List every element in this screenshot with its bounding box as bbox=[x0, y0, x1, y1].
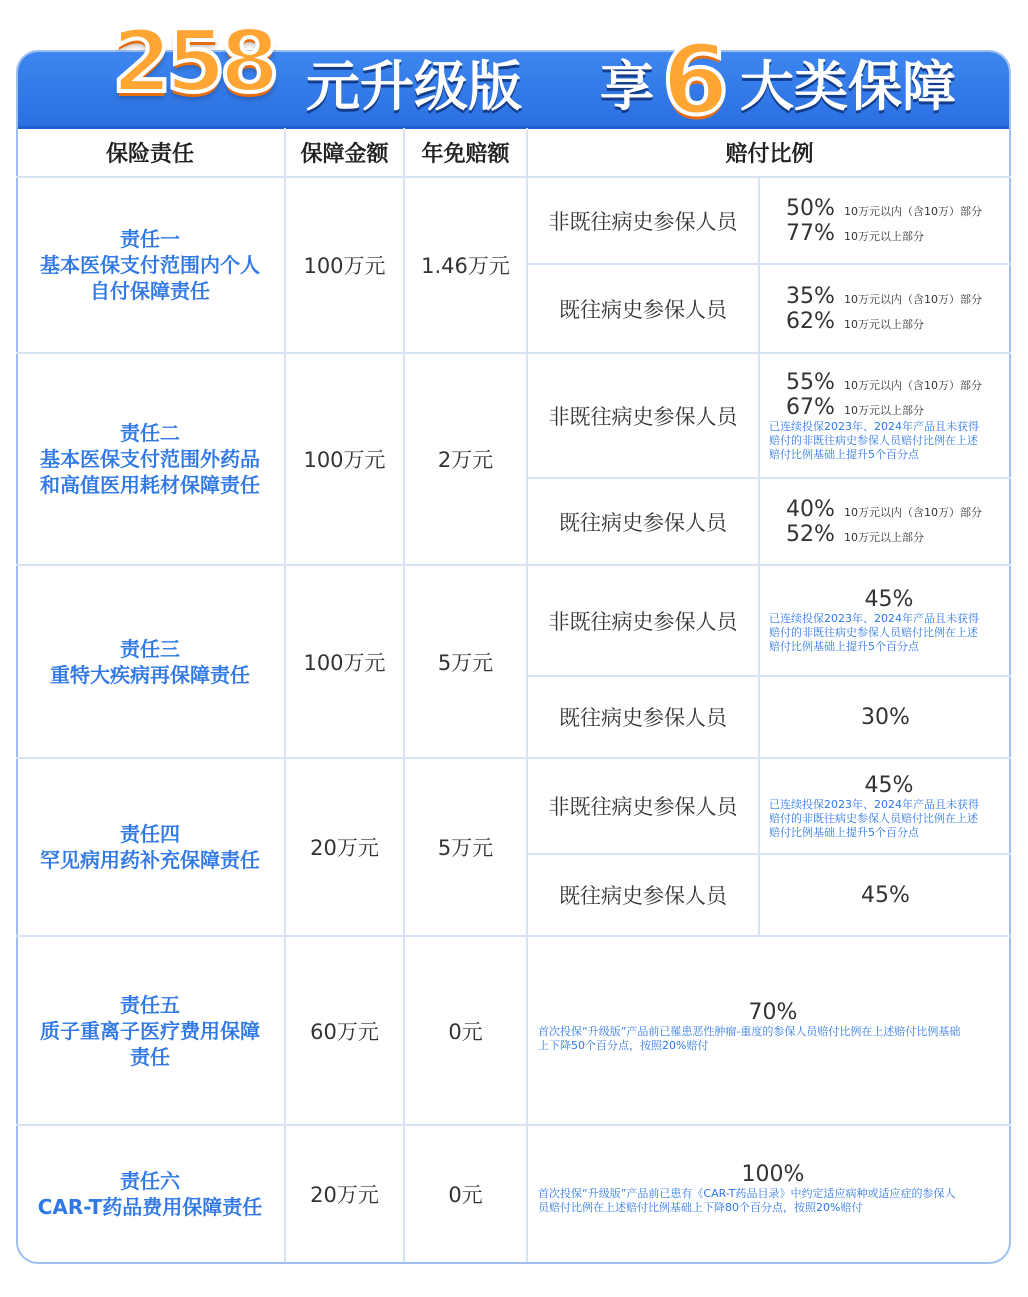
responsibility-title: 责任一 bbox=[120, 227, 180, 251]
header-responsibility: 保险责任 bbox=[105, 141, 194, 167]
group-no-history: 非既往病史参保人员 bbox=[548, 609, 738, 634]
deductible-6: 0元 bbox=[448, 1183, 483, 1207]
bonus-note: 赔付比例基础上提升5个百分点 bbox=[769, 825, 919, 839]
bonus-note: 已连续投保2023年、2024年产品且未获得 bbox=[769, 797, 979, 811]
rate-percent: 40% bbox=[786, 496, 835, 522]
bonus-note: 赔付的非既往病史参保人员赔付比例在上述 bbox=[769, 811, 978, 825]
deductible-4: 5万元 bbox=[437, 836, 494, 860]
responsibility-name: 基本医保支付范围内个人 bbox=[40, 253, 260, 277]
bonus-note: 赔付的非既往病史参保人员赔付比例在上述 bbox=[769, 626, 978, 639]
rate-percent: 77% bbox=[786, 220, 835, 246]
rate-percent: 50% bbox=[786, 195, 835, 221]
group-no-history: 非既往病史参保人员 bbox=[548, 404, 738, 429]
rate-note: 10万元以上部分 bbox=[844, 530, 924, 544]
rate-note: 10万元以内（含10万）部分 bbox=[844, 505, 982, 519]
responsibility-name: 和高值医用耗材保障责任 bbox=[40, 473, 260, 497]
responsibility-name: 重特大疾病再保障责任 bbox=[50, 662, 250, 687]
group-with-history: 既往病史参保人员 bbox=[559, 884, 727, 908]
deductible-1: 1.46万元 bbox=[421, 254, 510, 278]
group-with-history: 既往病史参保人员 bbox=[559, 510, 727, 535]
rate-percent: 52% bbox=[786, 521, 835, 547]
header-amount: 保障金额 bbox=[300, 141, 389, 167]
rate-percent: 55% bbox=[786, 369, 835, 395]
responsibility-name: 自付保障责任 bbox=[90, 279, 210, 303]
rate-block bbox=[769, 566, 1009, 675]
responsibility-3 bbox=[16, 566, 284, 757]
header-deductible: 年免赔额 bbox=[421, 141, 510, 167]
responsibility-4 bbox=[16, 759, 284, 935]
six-number: 6 bbox=[662, 24, 729, 136]
price-number: 258 bbox=[112, 12, 274, 112]
rate-percent: 30% bbox=[861, 704, 910, 730]
rate-percent: 45% bbox=[864, 587, 914, 612]
rate-percent: 45% bbox=[861, 882, 910, 908]
amount-3: 100万元 bbox=[303, 650, 386, 675]
bonus-note: 赔付比例基础上提升5个百分点 bbox=[769, 447, 919, 461]
header-payout-ratio: 赔付比例 bbox=[725, 141, 814, 167]
responsibility-title: 责任四 bbox=[120, 822, 180, 846]
rate-percent: 100% bbox=[741, 1162, 805, 1187]
title-enjoy-text: 享 bbox=[600, 55, 654, 118]
bonus-note: 赔付比例基础上提升5个百分点 bbox=[769, 640, 919, 653]
bonus-note: 上下降50个百分点，按照20%赔付 bbox=[538, 1039, 709, 1052]
group-no-history: 非既往病史参保人员 bbox=[548, 795, 738, 819]
rate-percent: 62% bbox=[786, 308, 835, 334]
rate-block bbox=[786, 178, 1011, 263]
bonus-note: 已连续投保2023年、2024年产品且未获得 bbox=[769, 612, 979, 625]
bonus-note: 员赔付比例在上述赔付比例基础上下降80个百分点，按照20%赔付 bbox=[538, 1201, 863, 1214]
bonus-note: 首次投保“升级版”产品前已罹患恶性肿瘤-重度的参保人员赔付比例在上述赔付比例基础 bbox=[538, 1025, 961, 1038]
responsibility-name: 质子重离子医疗费用保障 bbox=[40, 1018, 260, 1043]
bonus-note: 首次投保“升级版”产品前已患有《CAR-T药品目录》中约定适应病种或适应症的参保人 bbox=[538, 1187, 956, 1200]
bonus-note: 赔付的非既往病史参保人员赔付比例在上述 bbox=[769, 433, 978, 447]
amount-4: 20万元 bbox=[310, 836, 379, 860]
title-upgrade-text: 元升级版 bbox=[306, 55, 522, 118]
amount-1: 100万元 bbox=[303, 254, 386, 278]
group-no-history: 非既往病史参保人员 bbox=[548, 209, 738, 234]
responsibility-name: CAR-T药品费用保障责任 bbox=[37, 1195, 263, 1219]
responsibility-2 bbox=[16, 354, 284, 564]
bonus-note: 已连续投保2023年、2024年产品且未获得 bbox=[769, 419, 979, 433]
responsibility-title: 责任二 bbox=[120, 421, 180, 445]
amount-5: 60万元 bbox=[310, 1019, 379, 1044]
responsibility-name: 基本医保支付范围外药品 bbox=[40, 447, 260, 471]
rate-block bbox=[786, 479, 1011, 564]
rate-note: 10万元以内（含10万）部分 bbox=[844, 292, 982, 306]
rate-note: 10万元以内（含10万）部分 bbox=[844, 378, 982, 392]
responsibility-1 bbox=[16, 178, 284, 352]
deductible-5: 0元 bbox=[448, 1019, 483, 1044]
rate-percent: 70% bbox=[748, 1000, 798, 1025]
rate-note: 10万元以上部分 bbox=[844, 317, 924, 331]
rate-block bbox=[538, 1162, 1008, 1222]
responsibility-title: 责任三 bbox=[120, 636, 180, 661]
responsibility-name: 罕见病用药补充保障责任 bbox=[40, 848, 260, 872]
responsibility-name: 责任 bbox=[130, 1044, 170, 1069]
group-with-history: 既往病史参保人员 bbox=[559, 706, 727, 730]
amount-6: 20万元 bbox=[310, 1183, 379, 1207]
deductible-2: 2万元 bbox=[437, 448, 494, 472]
rate-note: 10万元以内（含10万）部分 bbox=[844, 204, 982, 218]
rate-block bbox=[769, 354, 1009, 477]
rate-percent: 35% bbox=[786, 283, 835, 309]
responsibility-title: 责任六 bbox=[120, 1169, 180, 1193]
group-with-history: 既往病史参保人员 bbox=[559, 297, 727, 322]
column-divider bbox=[758, 176, 760, 935]
rate-percent: 67% bbox=[786, 394, 835, 420]
rate-percent: 45% bbox=[864, 772, 914, 798]
amount-2: 100万元 bbox=[303, 448, 386, 472]
deductible-3: 5万元 bbox=[437, 650, 494, 675]
title-categories-text: 大类保障 bbox=[740, 55, 956, 118]
rate-note: 10万元以上部分 bbox=[844, 403, 924, 417]
responsibility-6 bbox=[16, 1126, 284, 1262]
rate-note: 10万元以上部分 bbox=[844, 229, 924, 243]
rate-block bbox=[538, 1000, 1008, 1060]
responsibility-title: 责任五 bbox=[120, 992, 180, 1017]
responsibility-5 bbox=[16, 937, 284, 1124]
rate-block bbox=[769, 759, 1009, 853]
rate-block bbox=[786, 265, 1011, 352]
